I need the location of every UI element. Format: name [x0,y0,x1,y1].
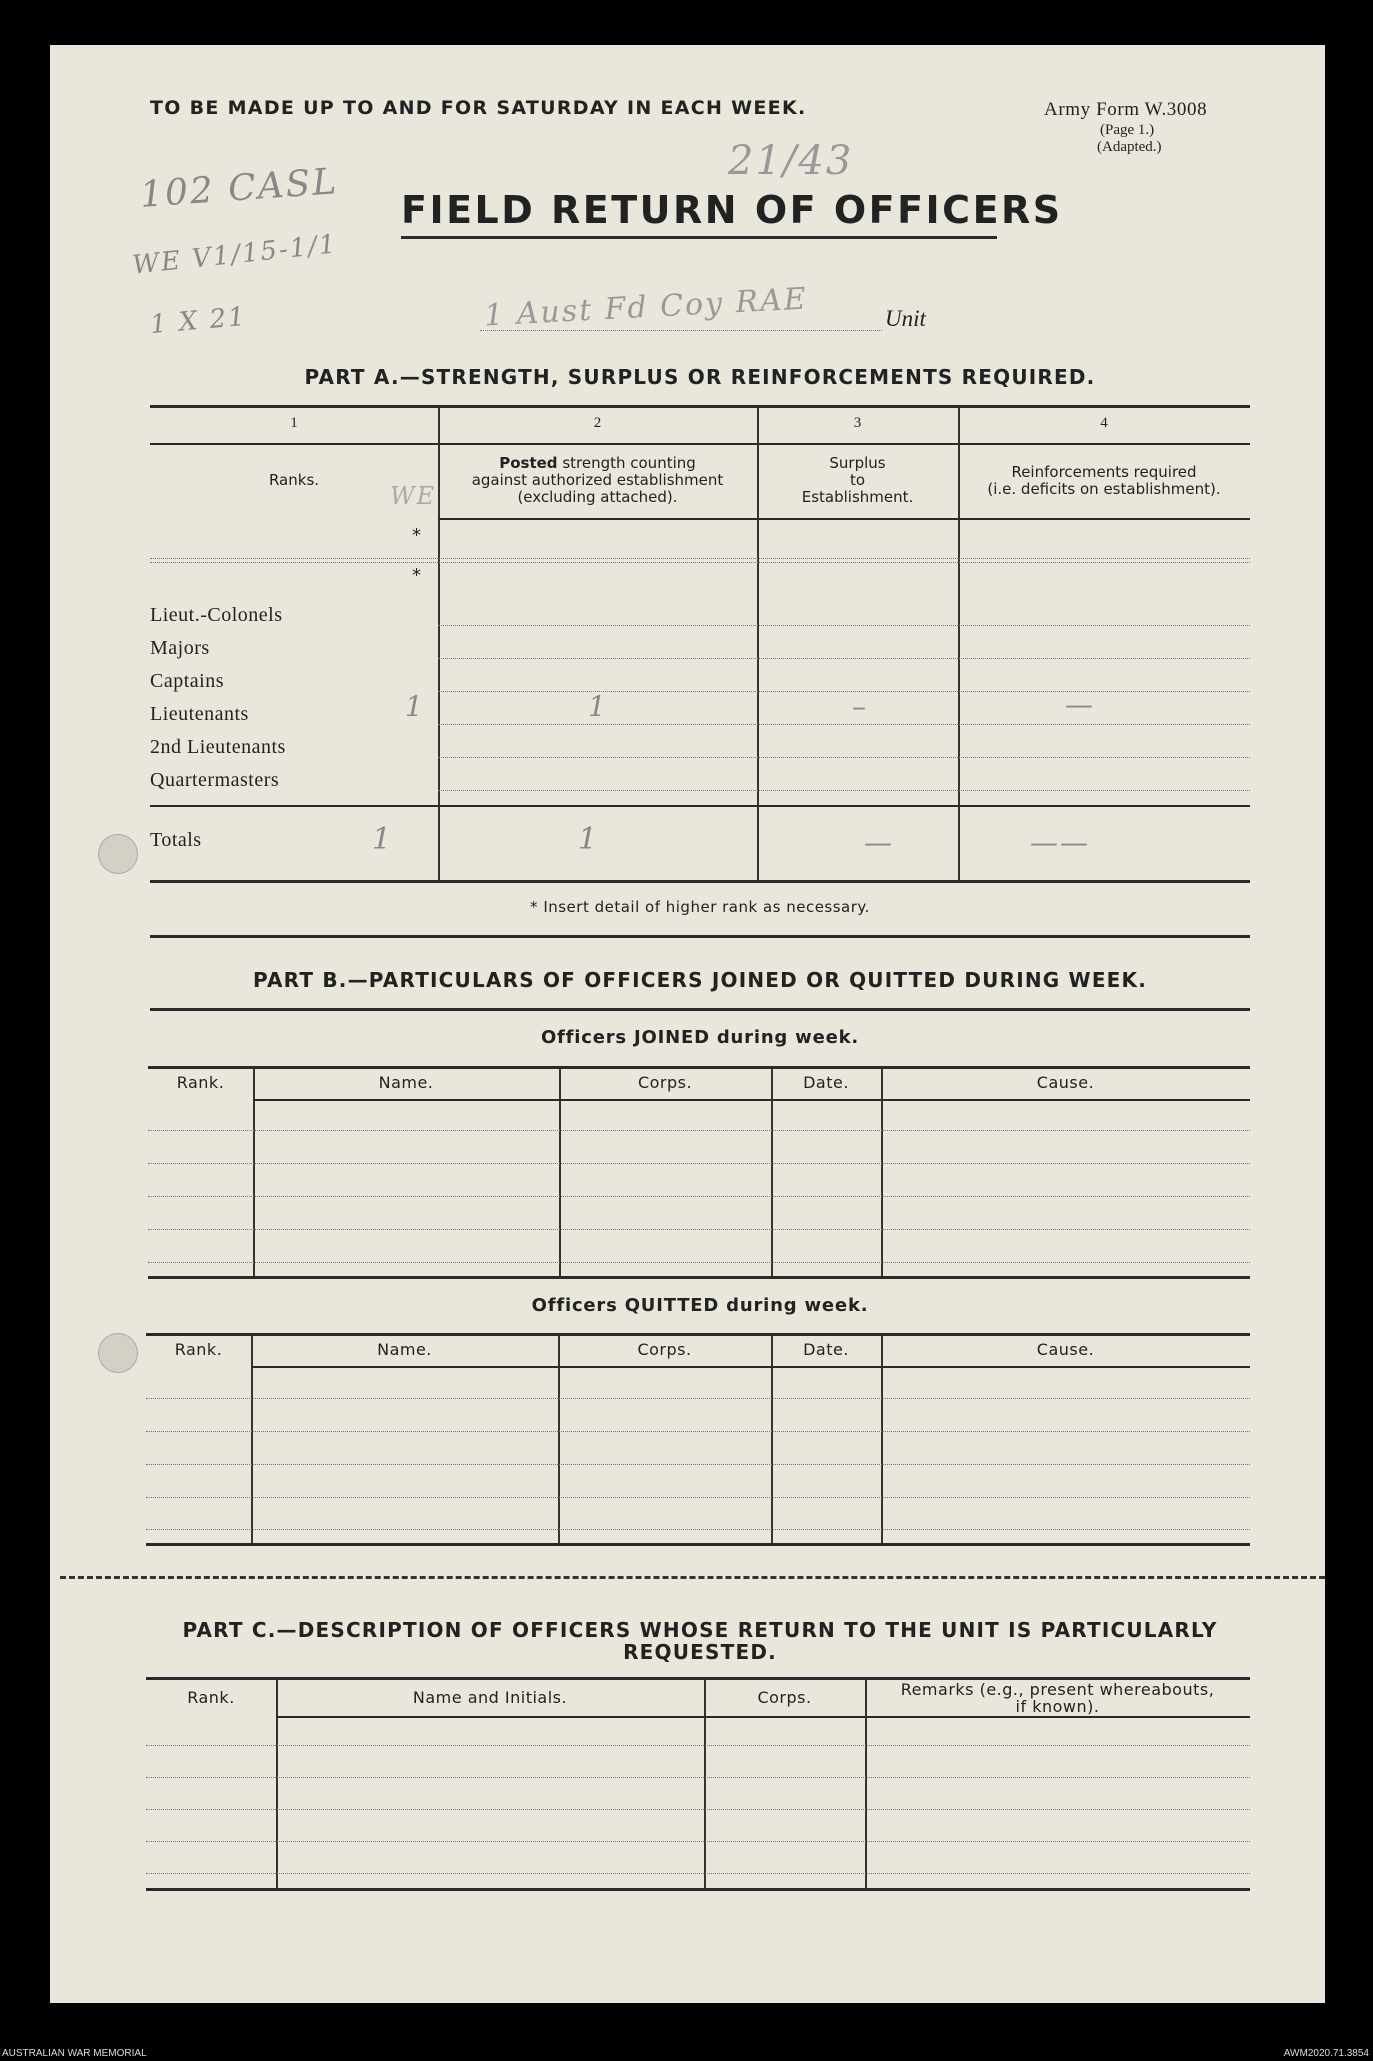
quitted-col-rank: Rank. [174,1340,223,1359]
surplus-line3: Establishment. [801,488,914,506]
rank-row-line-3 [438,691,1250,692]
part-c-header-rule [276,1716,1250,1718]
part-a-title: PART A.—STRENGTH, SURPLUS OR REINFORCEMENTS REQUIRED. [304,365,1096,389]
joined-table-top-rule [148,1066,1250,1069]
part-c-row-line-4 [146,1841,1250,1842]
joined-row-line-5 [148,1262,1250,1263]
rank-lieut-colonels: Lieut.-Colonels [150,604,283,626]
lieutenants-reinforcements-value: — [1065,688,1095,721]
posted-strength-line2: against authorized establishment [471,471,724,489]
col-number-1: 1 [290,415,298,431]
joined-table-bottom-rule [148,1276,1250,1279]
totals-posted-value: 1 [578,822,600,857]
joined-row-line-2 [148,1163,1250,1164]
part-c-col-corps: Corps. [757,1688,812,1707]
posted-strength-rest: strength counting [562,454,696,472]
part-b-top-rule [150,1008,1250,1011]
part-c-remarks-line1: Remarks (e.g., present whereabouts, [900,1680,1215,1699]
rank-2nd-lieutenants: 2nd Lieutenants [150,736,286,758]
unit-label: Unit [885,306,926,331]
page-title: FIELD RETURN OF OFFICERS [401,188,1063,232]
part-c-table-bottom-rule [146,1888,1250,1891]
reinforcements-line2: (i.e. deficits on establishment). [987,480,1221,498]
surplus-line1: Surplus [829,454,886,472]
form-page: (Page 1.) [1100,122,1155,138]
asterisk-2: * [412,565,421,586]
perforation-line [60,1576,1325,1579]
quitted-row-line-1 [146,1398,1250,1399]
ranks-header: Ranks. [268,471,320,489]
quitted-col-corps: Corps. [637,1340,692,1359]
col-number-2: 2 [593,415,602,431]
margin-note-1: 102 CASL [138,161,340,216]
rank-lieutenants: Lieutenants [150,703,249,725]
unit-name-handwritten: 1 Aust Fd Coy RAE [483,281,809,334]
totals-ranks-value: 1 [372,822,394,857]
part-c-div-1 [276,1680,278,1890]
quitted-row-line-4 [146,1497,1250,1498]
surplus-header [757,455,958,506]
joined-row-line-4 [148,1229,1250,1230]
part-c-title-line2: REQUESTED. [623,1640,777,1664]
margin-note-3: 1 X 21 [148,301,248,341]
form-adapted: (Adapted.) [1097,139,1162,155]
footer-source: AUSTRALIAN WAR MEMORIAL [2,2048,147,2059]
reinforcements-line1: Reinforcements required [1011,463,1197,481]
part-a-number-rule [150,443,1250,445]
rank-captains: Captains [150,670,224,692]
joined-header-rule [253,1099,1250,1101]
totals-surplus-value: — [864,826,894,859]
quitted-header-rule [251,1366,1250,1368]
part-c-row-line-3 [146,1809,1250,1810]
unit-dotted-line [480,330,882,331]
asterisk-row-1-line [150,558,1250,559]
rank-row-line-1 [438,625,1250,626]
punch-hole-lower [98,1333,138,1373]
lieutenants-ranks-value: 1 [405,690,425,723]
part-a-footnote: * Insert detail of higher rank as necessary. [530,898,870,916]
reinforcements-header [958,464,1250,498]
part-a-header-rule [438,518,1250,520]
part-c-remarks-line2: if known). [1015,1697,1100,1716]
quitted-title: Officers QUITTED during week. [531,1295,869,1316]
lieutenants-posted-value: 1 [588,690,608,723]
part-a-bottom-rule [150,880,1250,883]
rank-quartermasters: Quartermasters [150,769,280,791]
part-c-title-line1: PART C.—DESCRIPTION OF OFFICERS WHOSE RETURN TO THE UNIT IS PARTICULARLY [182,1618,1218,1642]
part-a-close-rule [150,935,1250,938]
ref-number-handwritten: 21/43 [728,138,854,184]
instruction-text: TO BE MADE UP TO AND FOR SATURDAY IN EACH WEEK. [150,97,807,119]
joined-col-corps: Corps. [637,1073,693,1092]
joined-col-cause: Cause. [1036,1073,1095,1092]
quitted-row-line-5 [146,1529,1250,1530]
rank-row-line-5 [438,757,1250,758]
joined-row-line-1 [148,1130,1250,1131]
part-c-row-line-1 [146,1745,1250,1746]
quitted-row-line-2 [146,1431,1250,1432]
part-c-col-remarks [865,1681,1250,1715]
posted-strength-bold: Posted [499,454,558,472]
totals-reinforcements-value: —— [1030,826,1090,859]
rank-row-line-4 [438,724,1250,725]
part-b-title: PART B.—PARTICULARS OF OFFICERS JOINED OR QUITTED DURING WEEK. [252,968,1148,992]
part-a-totals-rule [150,805,1250,807]
part-c-col-rank: Rank. [187,1688,235,1707]
joined-col-name: Name. [378,1073,434,1092]
rank-row-line-2 [438,658,1250,659]
joined-col-rank: Rank. [176,1073,225,1092]
form-name: Army Form W.3008 [1044,99,1208,120]
part-c-div-2 [704,1680,706,1890]
posted-strength-line3: (excluding attached). [517,488,678,506]
rank-row-line-6 [438,790,1250,791]
asterisk-row-2-line-b [150,562,1250,563]
col-number-4: 4 [1100,415,1108,431]
rank-majors: Majors [150,637,210,659]
we-mark: WE [390,482,437,510]
asterisk-1: * [412,525,421,546]
joined-title: Officers JOINED during week. [540,1027,860,1048]
margin-note-2: WE V1/15-1/1 [130,229,339,281]
col-number-3: 3 [853,415,862,431]
quitted-table-bottom-rule [146,1543,1250,1546]
quitted-col-cause: Cause. [1036,1340,1095,1359]
totals-label: Totals [150,829,202,851]
part-c-row-line-5 [146,1873,1250,1874]
quitted-col-name: Name. [377,1340,432,1359]
part-a-top-rule [150,405,1250,408]
joined-row-line-3 [148,1196,1250,1197]
quitted-col-date: Date. [803,1340,849,1359]
posted-strength-header [440,455,755,506]
part-c-col-name: Name and Initials. [412,1688,568,1707]
title-underline [401,236,997,239]
joined-col-date: Date. [803,1073,849,1092]
lieutenants-surplus-value: – [852,690,868,723]
quitted-table-top-rule [146,1333,1250,1336]
surplus-line2: to [849,471,866,489]
quitted-row-line-3 [146,1464,1250,1465]
punch-hole-upper [98,834,138,874]
footer-accession: AWM2020.71.3854 [1283,2048,1369,2059]
part-c-row-line-2 [146,1777,1250,1778]
